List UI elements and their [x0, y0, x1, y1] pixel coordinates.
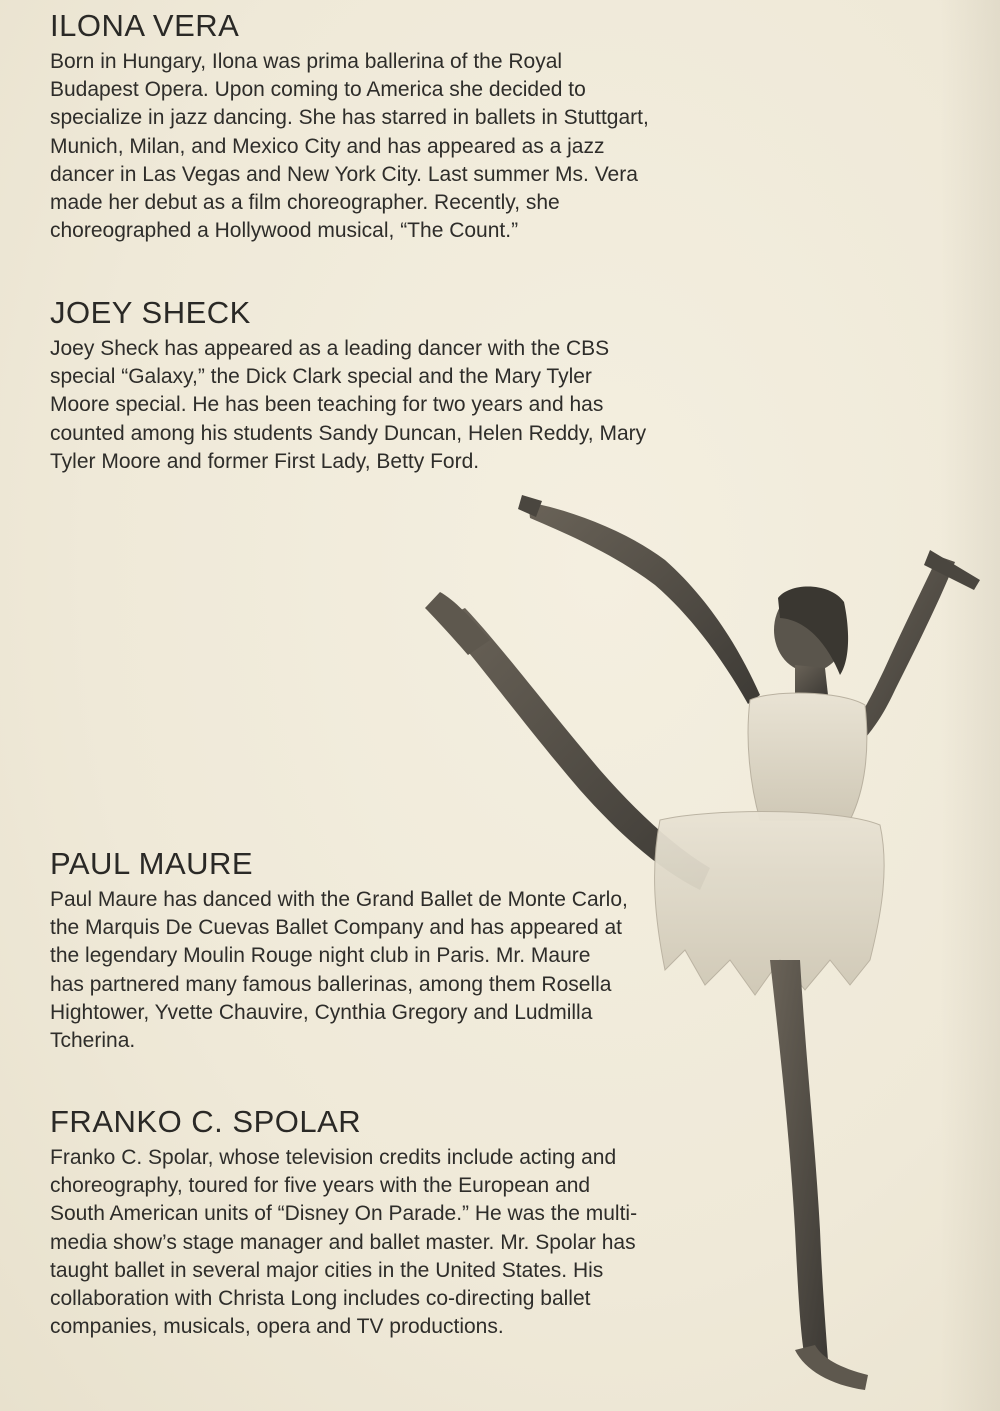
- bio-text: Franko C. Spolar, whose television credits include acting and choreography, toured for five years with the European and South American units of “Disney On Parade.” He was the multi-media show’s stage manager and ballet master. Mr. Spolar has taught ballet in several major cities in the United States. His collaboration with Christa Long includes co-directing ballet companies, musicals, opera and TV productions.: [50, 1146, 638, 1339]
- bio-text: Paul Maure has danced with the Grand Ballet de Monte Carlo, the Marquis De Cuevas Ballet Company and has appeared at the legendary Moulin Rouge night club in Paris. Mr. Maure has partnered many famous ballerinas, among them Rosella Hightower, Yvette Chauvire, Cynthia Gregory and Ludmilla Tcherina.: [50, 888, 628, 1053]
- bio-name: ILONA VERA: [50, 8, 240, 43]
- bio-franko-spolar: [50, 1104, 650, 1341]
- bio-name: FRANKO C. SPOLAR: [50, 1104, 362, 1139]
- bio-ilona-vera: [50, 8, 650, 245]
- bio-name: PAUL MAURE: [50, 846, 254, 881]
- bio-joey-sheck: [50, 295, 650, 476]
- bio-text: Joey Sheck has appeared as a leading dancer with the CBS special “Galaxy,” the Dick Clark special and the Mary Tyler Moore special. He has been teaching for two years and has counted among his students Sandy Duncan, Helen Reddy, Mary Tyler Moore and former First Lady, Betty Ford.: [50, 337, 647, 473]
- bio-text: Born in Hungary, Ilona was prima ballerina of the Royal Budapest Opera. Upon coming to America she decided to specialize in jazz dancing. She has starred in ballets in Stuttgart, Munich, Milan, and Mexico City and has appeared as a jazz dancer in Las Vegas and New York City. Last summer Ms. Vera made her debut as a film choreographer. Recently, she choreographed a Hollywood musical, “The Count.”: [50, 50, 649, 243]
- bio-paul-maure: [50, 846, 630, 1055]
- bio-name: JOEY SHECK: [50, 295, 251, 330]
